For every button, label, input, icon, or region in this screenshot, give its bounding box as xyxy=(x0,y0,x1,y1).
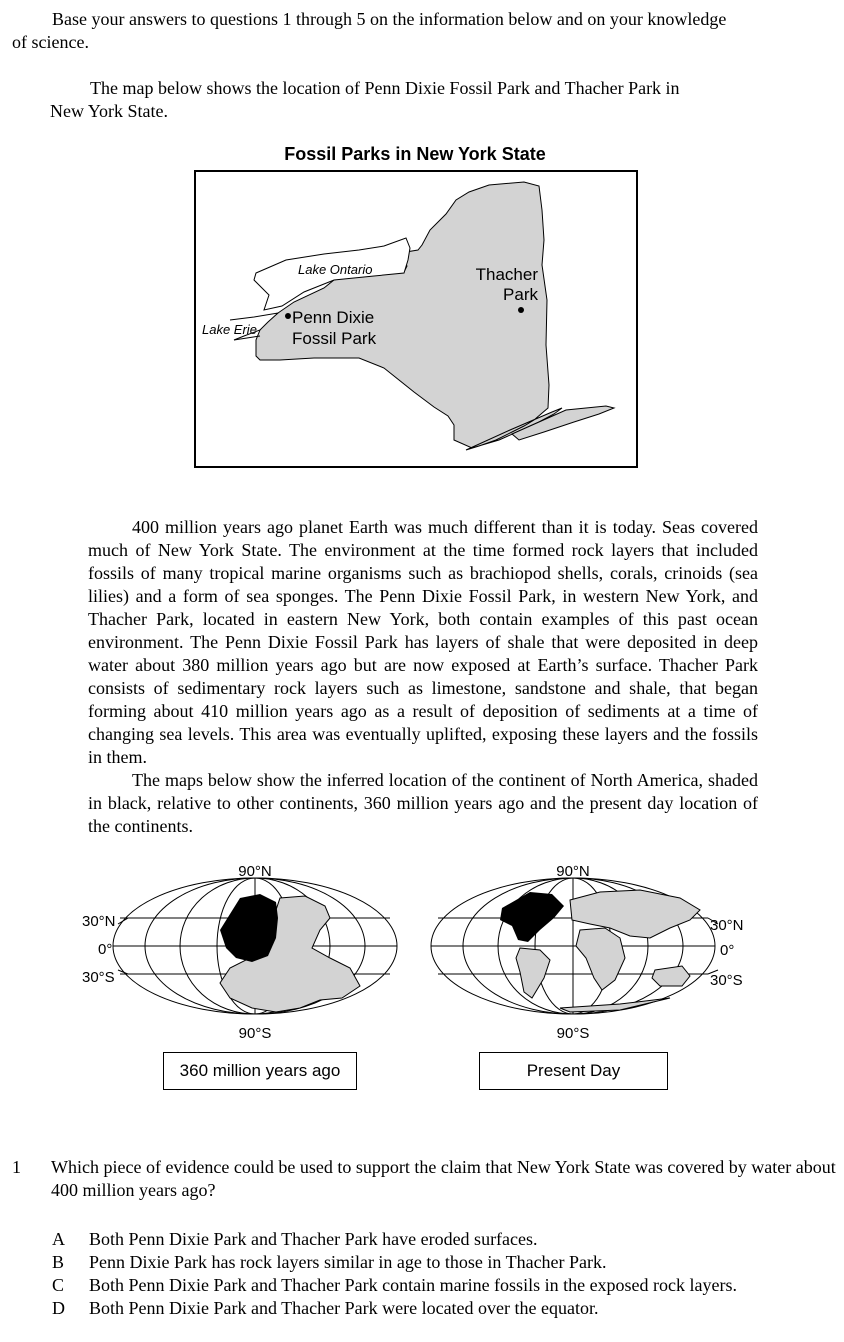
globe-past-south-label: 90°S xyxy=(238,1025,272,1042)
globe-present-day xyxy=(420,858,770,1048)
instructions-line-2: of science. xyxy=(12,32,89,52)
new-york-state-map xyxy=(194,170,638,468)
choice-text: Both Penn Dixie Park and Thacher Park have eroded surfaces. xyxy=(89,1229,538,1249)
globe-present-south-label: 90°S xyxy=(556,1025,590,1042)
globe-past-30s-label: 30°S xyxy=(82,969,115,986)
globe-present-30s-label: 30°S xyxy=(710,972,743,989)
globe-360-million-years-ago xyxy=(80,858,410,1048)
thacher-label-1: Thacher xyxy=(475,265,538,284)
choice-letter: D xyxy=(52,1298,65,1318)
lake-ontario-label: Lake Ontario xyxy=(298,262,373,277)
map-intro-line-2: New York State. xyxy=(50,101,169,121)
globe-present-north-america xyxy=(500,892,564,942)
globe-present-30n-label: 30°N xyxy=(710,917,744,934)
choice-letter: A xyxy=(52,1229,65,1249)
penn-dixie-label-2: Fossil Park xyxy=(292,329,377,348)
instructions-line-1: Base your answers to questions 1 through 5 on the information below and on your knowledge xyxy=(52,9,727,29)
choice-text: Penn Dixie Park has rock layers similar in age to those in Thacher Park. xyxy=(89,1252,607,1272)
label-present-day: Present Day xyxy=(479,1052,668,1090)
globe-present-africa xyxy=(576,928,625,990)
globe-present-antarctica xyxy=(560,998,670,1012)
penn-dixie-label-1: Penn Dixie xyxy=(292,308,375,327)
globe-present-south-america xyxy=(516,948,550,998)
thacher-dot xyxy=(518,307,524,313)
penn-dixie-dot xyxy=(285,313,291,319)
globe-past-30n-label: 30°N xyxy=(82,913,116,930)
passage-paragraph-1: 400 million years ago planet Earth was much different than it is today. Seas covered much of New York State. The environment at the time formed rock layers that included fossils of many tropical marine organisms such as brachiopod shells, corals, crinoids (sea lilies) and a form of sea sponges. The Penn Dixie Fossil Park, in western New York, and Thacher Park, located in eastern New York, both contain examples of this past ocean environment. The Penn Dixie Fossil Park has layers of shale that were deposited in deep water about 380 million years ago but are now exposed at Earth’s surface. Thacher Park consists of sedimentary rock layers such as limestone, sandstone and shale, that began forming about 410 million years ago as a result of deposition of sediments at a time of changing sea levels. This area was eventually uplifted, exposing these layers and the fossils in them. xyxy=(88,517,758,767)
lake-erie-label: Lake Erie xyxy=(202,322,257,337)
globe-past-north-america xyxy=(220,894,278,962)
globe-present-north-label: 90°N xyxy=(556,863,590,880)
thacher-label-2: Park xyxy=(503,285,538,304)
map-title: Fossil Parks in New York State xyxy=(284,144,546,164)
instructions xyxy=(12,8,832,54)
globe-past-equator-label: 0° xyxy=(98,941,113,958)
choice-text: Both Penn Dixie Park and Thacher Park contain marine fossils in the exposed rock layers. xyxy=(89,1275,738,1295)
choice-letter: C xyxy=(52,1275,65,1295)
globe-present-australia xyxy=(652,966,690,986)
globe-present-equator-label: 0° xyxy=(720,942,735,959)
globe-past-north-label: 90°N xyxy=(238,863,272,880)
question-number: 1 xyxy=(12,1157,21,1177)
label-360-million-years-ago: 360 million years ago xyxy=(163,1052,357,1090)
passage xyxy=(88,516,758,838)
choice-text: Both Penn Dixie Park and Thacher Park were located over the equator. xyxy=(89,1298,599,1318)
map-intro-line-1: The map below shows the location of Penn Dixie Fossil Park and Thacher Park in xyxy=(90,78,680,98)
passage-paragraph-2: The maps below show the inferred location of the continent of North America, shaded in black, relative to other continents, 360 million years ago and the present day location of the continents. xyxy=(88,770,758,836)
question-text: Which piece of evidence could be used to support the claim that New York State was covered by water about 400 million years ago? xyxy=(51,1157,836,1200)
choice-letter: B xyxy=(52,1252,65,1272)
map-intro xyxy=(50,77,810,123)
